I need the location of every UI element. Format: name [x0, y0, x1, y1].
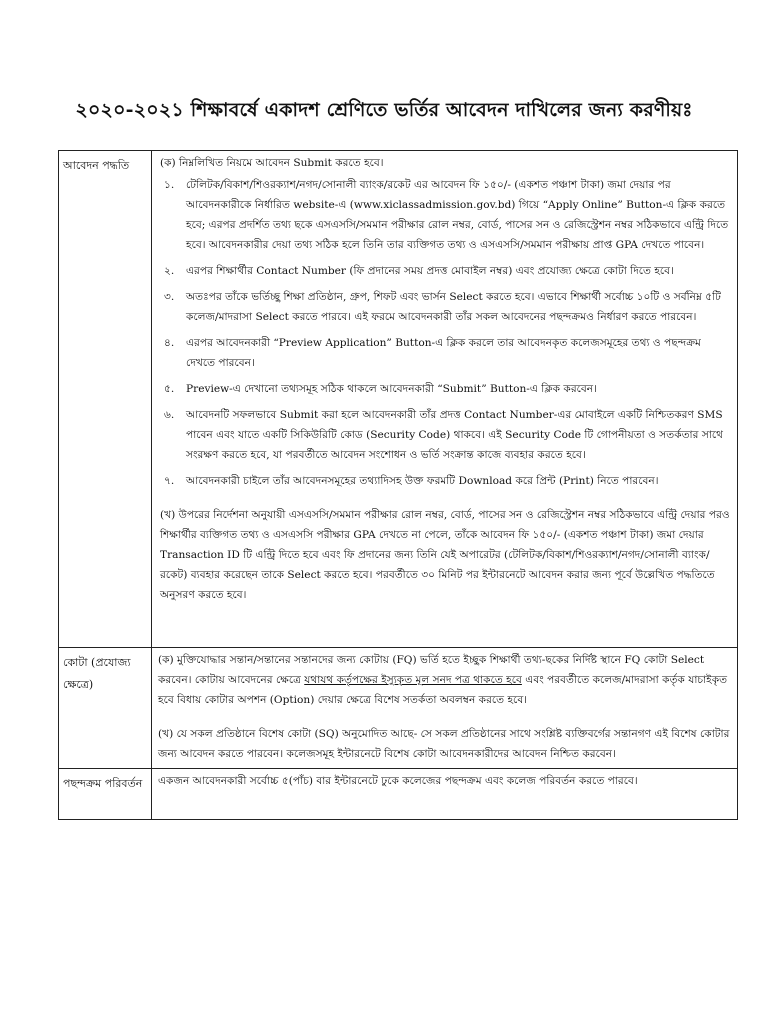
- spacer: [158, 605, 731, 643]
- step-text: এরপর আবেদনকারী “Preview Application” Button-এ ক্লিক করলে তার আবেদনকৃত কলেজসমূহের তথ্য ও পছন্দক্রম দেখতে পারবেন।: [186, 337, 701, 369]
- row-label: কোটা (প্রযোজ্য ক্ষেত্রে): [59, 648, 152, 769]
- list-item: [158, 379, 731, 399]
- section-intro: (ক) নিম্নলিখিত নিয়মে আবেদন Submit করতে হবে।: [160, 157, 384, 169]
- step-number: ২.: [164, 265, 175, 277]
- quota-paragraph-sq: (খ) যে সকল প্রতিষ্ঠানে বিশেষ কোটা (SQ) অনুমোদিত আছে- সে সকল প্রতিষ্ঠানের সাথে সংশ্লিষ্ট ব্যক্তিবর্গের সন্তানগণ এই বিশেষ কোটার জন্য আবেদন করতে পারবেন। কলেজসমূহ ইন্টারনেটে বিশেষ কোটা আবেদনকারীদের আবেদন নিশ্চিত করবেন।: [158, 728, 730, 760]
- row-content: [152, 769, 738, 820]
- list-item: [158, 405, 731, 465]
- note-paragraph: (খ) উপরের নির্দেশনা অনুযায়ী এসএসসি/সমমান পরীক্ষার রোল নম্বর, বোর্ড, পাসের সন ও রেজিস্ট্রেশন নম্বর সঠিকভাবে এন্ট্রি দেয়ার পরও শিক্ষার্থীর ব্যক্তিগত তথ্য ও এসএসসি পরীক্ষার GPA দেখতে না পেলে, তাঁকে আবেদন ফি ১৫০/- (একশত পঞ্চাশ টাকা) জমা দেয়ার Transaction ID টি এন্ট্রি দিতে হবে এবং ফি প্রদানের জন্য তিনি যেই অপারেটর (টেলিটক/বিকাশ/শিওরক্যাশ/নগদ/সোনালী ব্যাংক/রকেট) ব্যবহার করেছেন তাকে Select করতে হবে। পরবর্তীতে ৩০ মিনিট পর ইন্টারনেটে আবেদন করার জন্য পূর্বে উল্লেখিত পদ্ধতিতে অনুসরণ করতে হবে।: [160, 509, 730, 601]
- list-item: [158, 471, 731, 491]
- step-number: ১.: [164, 179, 175, 191]
- step-text: আবেদনটি সফলভাবে Submit করা হলে আবেদনকারী তাঁর প্রদত্ত Contact Number-এর মোবাইলে একটি নিশ্চিতকরণ SMS পাবেন এবং যাতে একটি সিকিউরিটি কোড (Security Code) থাকবে। এই Security Code টি গোপনীয়তা ও সতর্কতার সাথে সংরক্ষণ করতে হবে, যা পরবর্তীতে আবেদন সংশোধন ও ভর্তি সংক্রান্ত কাজে ব্যবহার করতে হবে।: [186, 409, 724, 461]
- quota-text: (ক) মুক্তিযোদ্ধার সন্তান/সন্তানের সন্তানদের জন্য কোটায় (FQ) ভর্তি হতে ইচ্ছুক শিক্ষার্থী তথ্য-ছকের নির্দিষ্ট স্থানে FQ কোটা Select করবেন। কোটায় আবেদনের ক্ষেত্রে: [158, 654, 705, 686]
- table-row-preference-change: [59, 769, 738, 820]
- step-text: অতঃপর তাঁকে ভর্তিচ্ছু শিক্ষা প্রতিষ্ঠান, গ্রুপ, শিফট এবং ভার্সন Select করতে হবে। এভাবে শিক্ষার্থী সর্বোচ্চ ১০টি ও সর্বনিম্ন ৫টি কলেজ/মাদরাসা Select করতে পারবে। এই ফরমে আবেদনকারী তাঁর সকল আবেদনের পছন্দক্রমও নির্ধারণ করতে পারবেন।: [186, 291, 721, 323]
- quota-paragraph-fq: [158, 650, 731, 710]
- step-text: এরপর শিক্ষার্থীর Contact Number (ফি প্রদানের সময় প্রদত্ত মোবাইল নম্বর) এবং প্রযোজ্য ক্ষেত্রে কোটা দিতে হবে।: [186, 265, 674, 277]
- step-text: Preview-এ দেখানো তথ্যসমূহ সঠিক থাকলে আবেদনকারী “Submit” Button-এ ক্লিক করবেন।: [186, 383, 597, 395]
- step-number: ৬.: [164, 409, 175, 421]
- step-number: ৩.: [164, 291, 175, 303]
- step-number: ৪.: [164, 337, 175, 349]
- row-content: [152, 648, 738, 769]
- instructions-table: [58, 150, 738, 820]
- list-item: [158, 333, 731, 373]
- list-item: [158, 261, 731, 281]
- list-item: [158, 175, 731, 255]
- row-content: [152, 151, 738, 648]
- step-text: টেলিটক/বিকাশ/শিওরক্যাশ/নগদ/সোনালী ব্যাংক/রকেট এর আবেদন ফি ১৫০/- (একশত পঞ্চাশ টাকা) জমা দেয়ার পর আবেদনকারীকে নির্ধারিত website-এ (www.xiclassadmission.gov.bd) গিয়ে “Apply Online” Button-এ ক্লিক করতে হবে; এরপর প্রদর্শিত তথ্য ছকে এসএসসি/সমমান পরীক্ষার রোল নম্বর, বোর্ড, পাসের সন ও রেজিস্ট্রেশন নম্বর সঠিকভাবে এন্ট্রি দিতে হবে। আবেদনকারীর দেয়া তথ্য সঠিক হলে তিনি তার ব্যক্তিগত তথ্য ও এসএসসি/সমমান পরীক্ষায় প্রাপ্ত GPA দেখতে পাবেন।: [186, 179, 729, 251]
- quota-text: এবং পরবর্তীতে কলেজ/মাদরাসা কর্তৃক যাচাইকৃত হবে বিধায় কোটার অপশন (Option) দেয়ার ক্ষেত্রে বিশেষ সতর্কতা অবলম্বন করতে হবে।: [158, 674, 728, 706]
- preference-text: একজন আবেদনকারী সর্বোচ্চ ৫(পাঁচ) বার ইন্টারনেটে ঢুকে কলেজের পছন্দক্রম এবং কলেজ পরিবর্তন করতে পারবে।: [158, 775, 638, 787]
- row-label: আবেদন পদ্ধতি: [59, 151, 152, 648]
- table-row-application-method: [59, 151, 738, 648]
- row-label: পছন্দক্রম পরিবর্তন: [59, 769, 152, 820]
- list-item: [158, 287, 731, 327]
- step-number: ৫.: [164, 383, 175, 395]
- quota-underlined-text: যথাযথ কর্তৃপক্ষের ইস্যুকৃত মূল সনদ পত্র থাকতে হবে: [304, 674, 522, 686]
- steps-list: [158, 175, 731, 491]
- document-title: ২০২০-২০২১ শিক্ষাবর্ষে একাদশ শ্রেণিতে ভর্তির আবেদন দাখিলের জন্য করণীয়ঃ: [75, 99, 693, 121]
- step-text: আবেদনকারী চাইলে তাঁর আবেদনসমূহের তথ্যাদিসহ উক্ত ফরমটি Download করে প্রিন্ট (Print) নিতে পারবেন।: [186, 475, 659, 487]
- step-number: ৭.: [164, 475, 175, 487]
- table-row-quota: [59, 648, 738, 769]
